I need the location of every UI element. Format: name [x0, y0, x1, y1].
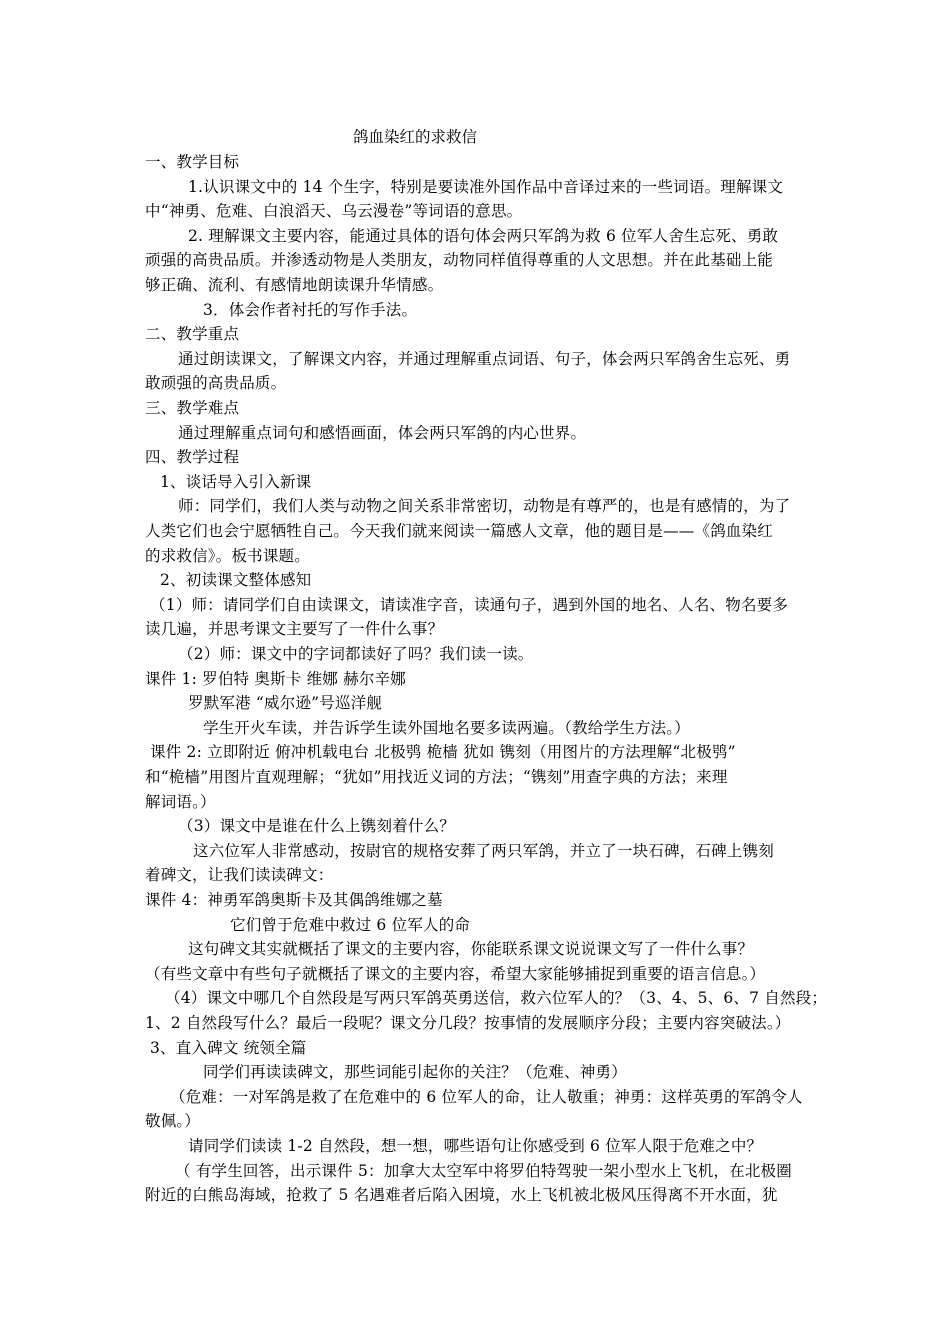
text-line: 三、教学难点	[145, 399, 240, 417]
text-line: 这句碑文其实就概括了课文的主要内容，你能联系课文说说课文写了一件什么事？	[188, 940, 754, 959]
text-line: 四、教学过程	[145, 448, 240, 467]
text-line: 课件 2: 立即附近 俯冲机载电台 北极鸮 桅樯 犹如 镌刻（用图片的方法理解“北极鸮”	[150, 743, 736, 762]
text-line: 1、谈话导入引入新课	[160, 472, 312, 491]
text-line: 罗默军港 “威尔逊”号巡洋舰	[188, 694, 383, 713]
text-line: 人类它们也会宁愿牺牲自己。今天我们就来阅读一篇感人文章，他的题目是——《鸽血染红	[145, 522, 774, 540]
text-line: （ 有学生回答，出示课件 5：加拿大太空军中将罗伯特驾驶一架小型水上飞机，在北极圈	[175, 1161, 792, 1180]
text-line: 通过朗读课文，了解课文内容，并通过理解重点词语、句子，体会两只军鸽舍生忘死、勇	[178, 349, 791, 368]
text-line: 二、教学重点	[145, 325, 240, 344]
text-line: 敢顽强的高贵品质。	[145, 374, 287, 393]
text-line: 1、2 自然段写什么？最后一段呢？课文分几段？按事情的发展顺序分段；主要内容突破法。）	[145, 1014, 791, 1032]
text-line: 和“桅樯”用图片直观理解；“犹如”用找近义词的方法；“镌刻”用查字典的方法；来理	[145, 768, 728, 786]
text-line: 通过理解重点词句和感悟画面，体会两只军鸽的内心世界。	[178, 423, 587, 442]
text-line: 1.认识课文中的 14 个生字，特别是要读准外国作品中音译过来的一些词语。理解课文	[188, 177, 784, 196]
text-line: 够正确、流利、有感情地朗读课升华情感。	[145, 276, 444, 294]
text-line: 一、教学目标	[145, 153, 240, 171]
text-line: 学生开火车读，并告诉学生读外国地名要多读两遍。（教给学生方法。）	[203, 718, 690, 737]
text-line: 着碑文，让我们读读碑文：	[145, 866, 334, 885]
text-line: 2. 理解课文主要内容，能通过具体的语句体会两只军鸽为救 6 位军人舍生忘死、勇敢	[188, 226, 779, 245]
text-line: （2）师：课文中的字词都读好了吗？我们读一读。	[178, 645, 534, 663]
text-line: 这六位军人非常感动，按尉官的规格安葬了两只军鸽，并立了一块石碑，石碑上镌刻	[193, 841, 774, 860]
text-line: 敬佩。）	[145, 1112, 201, 1131]
text-line: 解词语。）	[145, 792, 216, 811]
text-line: 它们曾于危难中救过 6 位军人的命	[230, 915, 471, 934]
text-line: 课件 4：神勇军鸽奥斯卡及其偶鸽维娜之墓	[145, 891, 443, 909]
text-line: 顽强的高贵品质。并渗透动物是人类朋友，动物同样值得尊重的人文思想。并在此基础上能	[145, 251, 774, 270]
text-line: 中“神勇、危难、白浪滔天、乌云漫卷”等词语的意思。	[145, 202, 523, 221]
text-line: 师：同学们，我们人类与动物之间关系非常密切，动物是有尊严的，也是有感情的，为了	[178, 497, 791, 516]
text-line: 的求救信》。板书课题。	[145, 546, 310, 565]
text-line: （3）课文中是谁在什么上镌刻着什么？	[178, 817, 455, 836]
text-line: 2、初读课文整体感知	[160, 571, 312, 590]
text-line: 附近的白熊岛海域，抢救了 5 名遇难者后陷入困境，水上飞机被北极风压得离不开水面，犹	[145, 1186, 778, 1205]
text-line: 读几遍，并思考课文主要写了一件什么事？	[145, 620, 444, 639]
text-line: （4）课文中哪几个自然段是写两只军鸽英勇送信，救六位军人的？（3、4、5、6、7 自然段；	[165, 989, 828, 1008]
text-line: （有些文章中有些句子就概括了课文的主要内容，希望大家能够捕捉到重要的语言信息。）	[145, 964, 766, 983]
document-title: 鸽血染红的求救信	[353, 128, 478, 146]
text-line: （危难：一对军鸽是救了在危难中的 6 位军人的命，让人敬重；神勇：这样英勇的军鸽令人	[170, 1087, 803, 1106]
text-line: 3、直入碑文 统领全篇	[150, 1038, 307, 1057]
text-line: 同学们再读读碑文，那些词能引起你的关注？（危难、神勇）	[203, 1063, 627, 1082]
text-line: 请同学们读读 1-2 自然段，想一想，哪些语句让你感受到 6 位军人限于危难之中？	[188, 1137, 763, 1155]
text-line: （1）师：请同学们自由读课文，请读准字音，读通句子，遇到外国的地名、人名、物名要多	[150, 595, 789, 614]
text-line: 课件 1: 罗伯特 奥斯卡 维娜 赫尔辛娜	[145, 669, 406, 688]
text-line: 3．体会作者衬托的写作手法。	[203, 300, 418, 319]
